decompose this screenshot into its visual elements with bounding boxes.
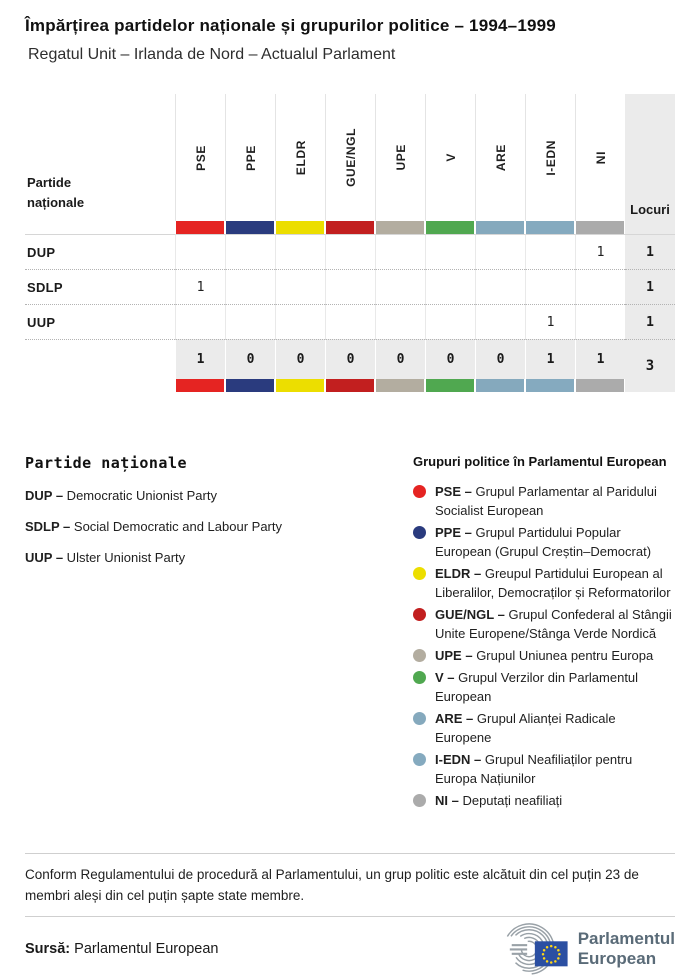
row-seats-total: 1 (625, 269, 675, 304)
group-legend-name: Greupul Partidului European al Liberalilor, Democraților și Reformatorilor (435, 566, 671, 600)
group-legend-item-ppe (413, 523, 675, 561)
seat-cell (175, 304, 225, 339)
group-color-bar-cell (475, 221, 525, 234)
group-legend-item-eldr (413, 564, 675, 602)
source-value: Parlamentul European (74, 941, 219, 957)
seat-cell (275, 304, 325, 339)
group-legend-name: Deputați neafiliați (458, 793, 563, 808)
group-color-bar-are (476, 379, 524, 392)
column-header-are (475, 94, 525, 221)
group-color-bar-cell (525, 221, 575, 234)
group-legend-name: Grupul Alianței Radicale Europene (435, 711, 616, 745)
divider (25, 853, 675, 854)
party-legend-code: SDLP – (25, 519, 71, 534)
group-legend-code: I-EDN – (435, 752, 482, 767)
seat-cell: 1 (575, 234, 625, 269)
group-color-bar-eldr (276, 221, 324, 234)
group-legend-item-gue-ngl (413, 605, 675, 643)
group-color-bar-cell (225, 221, 275, 234)
party-row-label-dup: DUP (25, 234, 175, 269)
group-legend-text (435, 750, 675, 788)
group-color-bar-cell (175, 221, 225, 234)
group-color-bar-ni (576, 379, 624, 392)
party-legend-name: Social Democratic and Labour Party (70, 519, 282, 534)
party-legend-item-sdlp (25, 519, 413, 534)
group-color-bar-cell (175, 379, 225, 392)
column-header-ni (575, 94, 625, 221)
group-legend-code: ELDR – (435, 566, 482, 581)
group-color-bar-cell (575, 221, 625, 234)
party-legend-code: DUP – (25, 488, 64, 503)
group-color-bar-ppe (226, 221, 274, 234)
seat-cell (325, 269, 375, 304)
group-color-bar-cell (425, 379, 475, 392)
group-color-bar-cell (375, 221, 425, 234)
group-legend-name: Grupul Partidului Popular European (Grupul Creștin–Democrat) (435, 525, 652, 559)
group-color-bar-upe (376, 379, 424, 392)
seat-cell (525, 269, 575, 304)
seat-cell (375, 304, 425, 339)
group-legend-item-i-edn (413, 750, 675, 788)
group-color-dot-v (413, 671, 426, 684)
source-row (25, 923, 675, 975)
group-color-bar-cell (525, 379, 575, 392)
group-total-cell: 0 (375, 339, 425, 379)
group-color-bar-are (476, 221, 524, 234)
footnote: Conform Regulamentului de procedură al Parlamentului, un grup politic este alcătuit din cel puțin 23 de membri aleși din cel puțin șapte state membre. (25, 867, 639, 903)
seat-cell (375, 269, 425, 304)
group-color-bar-upe (376, 221, 424, 234)
column-header-i-edn (525, 94, 575, 221)
legend-political-groups-title: Grupuri politice în Parlamentul European (413, 454, 667, 469)
group-color-bar-pse (176, 379, 224, 392)
table-grid (25, 94, 675, 392)
legend-national-parties (25, 454, 413, 813)
group-color-bar-cell (475, 379, 525, 392)
column-header-label: PPE (243, 144, 258, 171)
group-color-bar-i-edn (526, 379, 574, 392)
group-total-cell: 1 (575, 339, 625, 379)
logo-word-2: European (577, 949, 657, 968)
seat-cell (225, 269, 275, 304)
group-color-bar-cell (275, 221, 325, 234)
group-total-cell: 0 (475, 339, 525, 379)
column-header-label: UPE (393, 144, 408, 171)
legend-national-parties-list (25, 488, 413, 565)
group-legend-code: V – (435, 670, 455, 685)
group-legend-text (435, 709, 675, 747)
seat-cell (325, 234, 375, 269)
column-header-gue-ngl (325, 94, 375, 221)
group-color-bar-i-edn (526, 221, 574, 234)
row-seats-total: 1 (625, 304, 675, 339)
group-legend-text (435, 646, 653, 665)
group-legend-text (435, 523, 675, 561)
column-header-label: GUE/NGL (343, 128, 358, 187)
group-legend-name: Grupul Parlamentar al Paridului Socialist European (435, 484, 657, 518)
group-color-bar-gue-ngl (326, 379, 374, 392)
group-color-bar-cell (275, 379, 325, 392)
group-color-dot-gue-ngl (413, 608, 426, 621)
row-header-label (25, 94, 175, 221)
column-header-label: NI (593, 150, 608, 165)
column-header-label: PSE (193, 144, 208, 171)
group-legend-name: Grupul Uniunea pentru Europa (472, 648, 654, 663)
group-legend-text (435, 564, 675, 602)
group-color-dot-eldr (413, 567, 426, 580)
group-color-bar-cell (575, 379, 625, 392)
legend-political-groups (413, 454, 675, 813)
group-legend-code: NI – (435, 793, 459, 808)
seat-cell: 1 (525, 304, 575, 339)
group-legend-item-v (413, 668, 675, 706)
source-text (25, 941, 218, 957)
group-total-cell: 0 (425, 339, 475, 379)
seat-cell (275, 269, 325, 304)
seat-cell (325, 304, 375, 339)
party-legend-name: Ulster Unionist Party (63, 550, 186, 565)
seat-cell (475, 234, 525, 269)
group-legend-item-upe (413, 646, 675, 665)
group-legend-name: Grupul Neafiliaților pentru Europa Națiunilor (435, 752, 633, 786)
seat-cell (425, 269, 475, 304)
group-color-dot-ppe (413, 526, 426, 539)
totals-row-label (25, 339, 175, 379)
group-color-bar-eldr (276, 379, 324, 392)
legend-national-parties-title: Partide naționale (25, 454, 188, 472)
group-legend-text (435, 482, 675, 520)
group-color-bar-cell (325, 221, 375, 234)
group-color-dot-upe (413, 649, 426, 662)
group-color-bar-gue-ngl (326, 221, 374, 234)
column-header-label: I-EDN (543, 139, 558, 176)
group-legend-text (435, 605, 675, 643)
group-legend-code: ARE – (435, 711, 474, 726)
party-row-label-sdlp: SDLP (25, 269, 175, 304)
group-color-bar-cell (325, 379, 375, 392)
grand-total-seats: 3 (625, 339, 675, 392)
group-color-bar-v (426, 379, 474, 392)
page-title: Împărțirea partidelor naționale și grupurilor politice – 1994–1999 (25, 16, 556, 35)
group-legend-item-pse (413, 482, 675, 520)
group-color-bar-pse (176, 221, 224, 234)
group-legend-name: Grupul Verzilor din Parlamentul European (435, 670, 639, 704)
group-legend-text (435, 668, 675, 706)
seat-cell (225, 234, 275, 269)
column-header-label: V (443, 153, 458, 162)
seats-column-header: Locuri (625, 94, 675, 234)
group-legend-code: PSE – (435, 484, 472, 499)
column-header-pse (175, 94, 225, 221)
seat-cell (475, 304, 525, 339)
legend-political-groups-list (413, 482, 675, 810)
group-total-cell: 1 (525, 339, 575, 379)
european-parliament-logo (492, 923, 675, 975)
logo-word-1: Parlamentul (577, 929, 675, 948)
party-legend-name: Democratic Unionist Party (63, 488, 217, 503)
seat-cell (575, 269, 625, 304)
logo-wordmark (578, 929, 675, 969)
column-header-eldr (275, 94, 325, 221)
group-total-cell: 0 (275, 339, 325, 379)
seat-cell: 1 (175, 269, 225, 304)
row-header-label-text: Partide naționale (27, 175, 85, 210)
hemicycle-logo-icon (492, 923, 570, 975)
source-label: Sursă: (25, 941, 71, 957)
group-color-bar-cell (375, 379, 425, 392)
group-color-bar-ni (576, 221, 624, 234)
group-color-bar-ppe (226, 379, 274, 392)
group-color-dot-ni (413, 794, 426, 807)
seat-cell (425, 234, 475, 269)
group-total-cell: 0 (225, 339, 275, 379)
seat-cell (175, 234, 225, 269)
row-seats-total: 1 (625, 234, 675, 269)
column-header-v (425, 94, 475, 221)
seat-cell (475, 269, 525, 304)
party-legend-item-dup (25, 488, 413, 503)
column-header-upe (375, 94, 425, 221)
group-color-dot-i-edn (413, 753, 426, 766)
group-legend-item-ni (413, 791, 675, 810)
seat-cell (225, 304, 275, 339)
group-total-cell: 0 (325, 339, 375, 379)
column-header-label: ARE (493, 143, 508, 172)
group-legend-code: GUE/NGL – (435, 607, 505, 622)
group-legend-text (435, 791, 562, 810)
seat-cell (375, 234, 425, 269)
column-header-ppe (225, 94, 275, 221)
seat-cell (575, 304, 625, 339)
group-color-bar-cell (425, 221, 475, 234)
group-color-dot-are (413, 712, 426, 725)
seat-cell (275, 234, 325, 269)
group-legend-item-are (413, 709, 675, 747)
party-row-label-uup: UUP (25, 304, 175, 339)
column-header-label: ELDR (293, 139, 308, 176)
party-legend-item-uup (25, 550, 413, 565)
seat-cell (525, 234, 575, 269)
group-legend-name: Grupul Confederal al Stângii Unite Europene/Stânga Verde Nordică (435, 607, 672, 641)
group-legend-code: UPE – (435, 648, 473, 663)
group-color-bar-v (426, 221, 474, 234)
legend-section (25, 454, 675, 813)
group-color-dot-pse (413, 485, 426, 498)
divider (25, 916, 675, 917)
party-legend-code: UUP – (25, 550, 64, 565)
group-color-bar-cell (225, 379, 275, 392)
group-legend-code: PPE – (435, 525, 472, 540)
seat-cell (425, 304, 475, 339)
group-total-cell: 1 (175, 339, 225, 379)
page-subtitle: Regatul Unit – Irlanda de Nord – Actualul Parlament (28, 46, 396, 63)
